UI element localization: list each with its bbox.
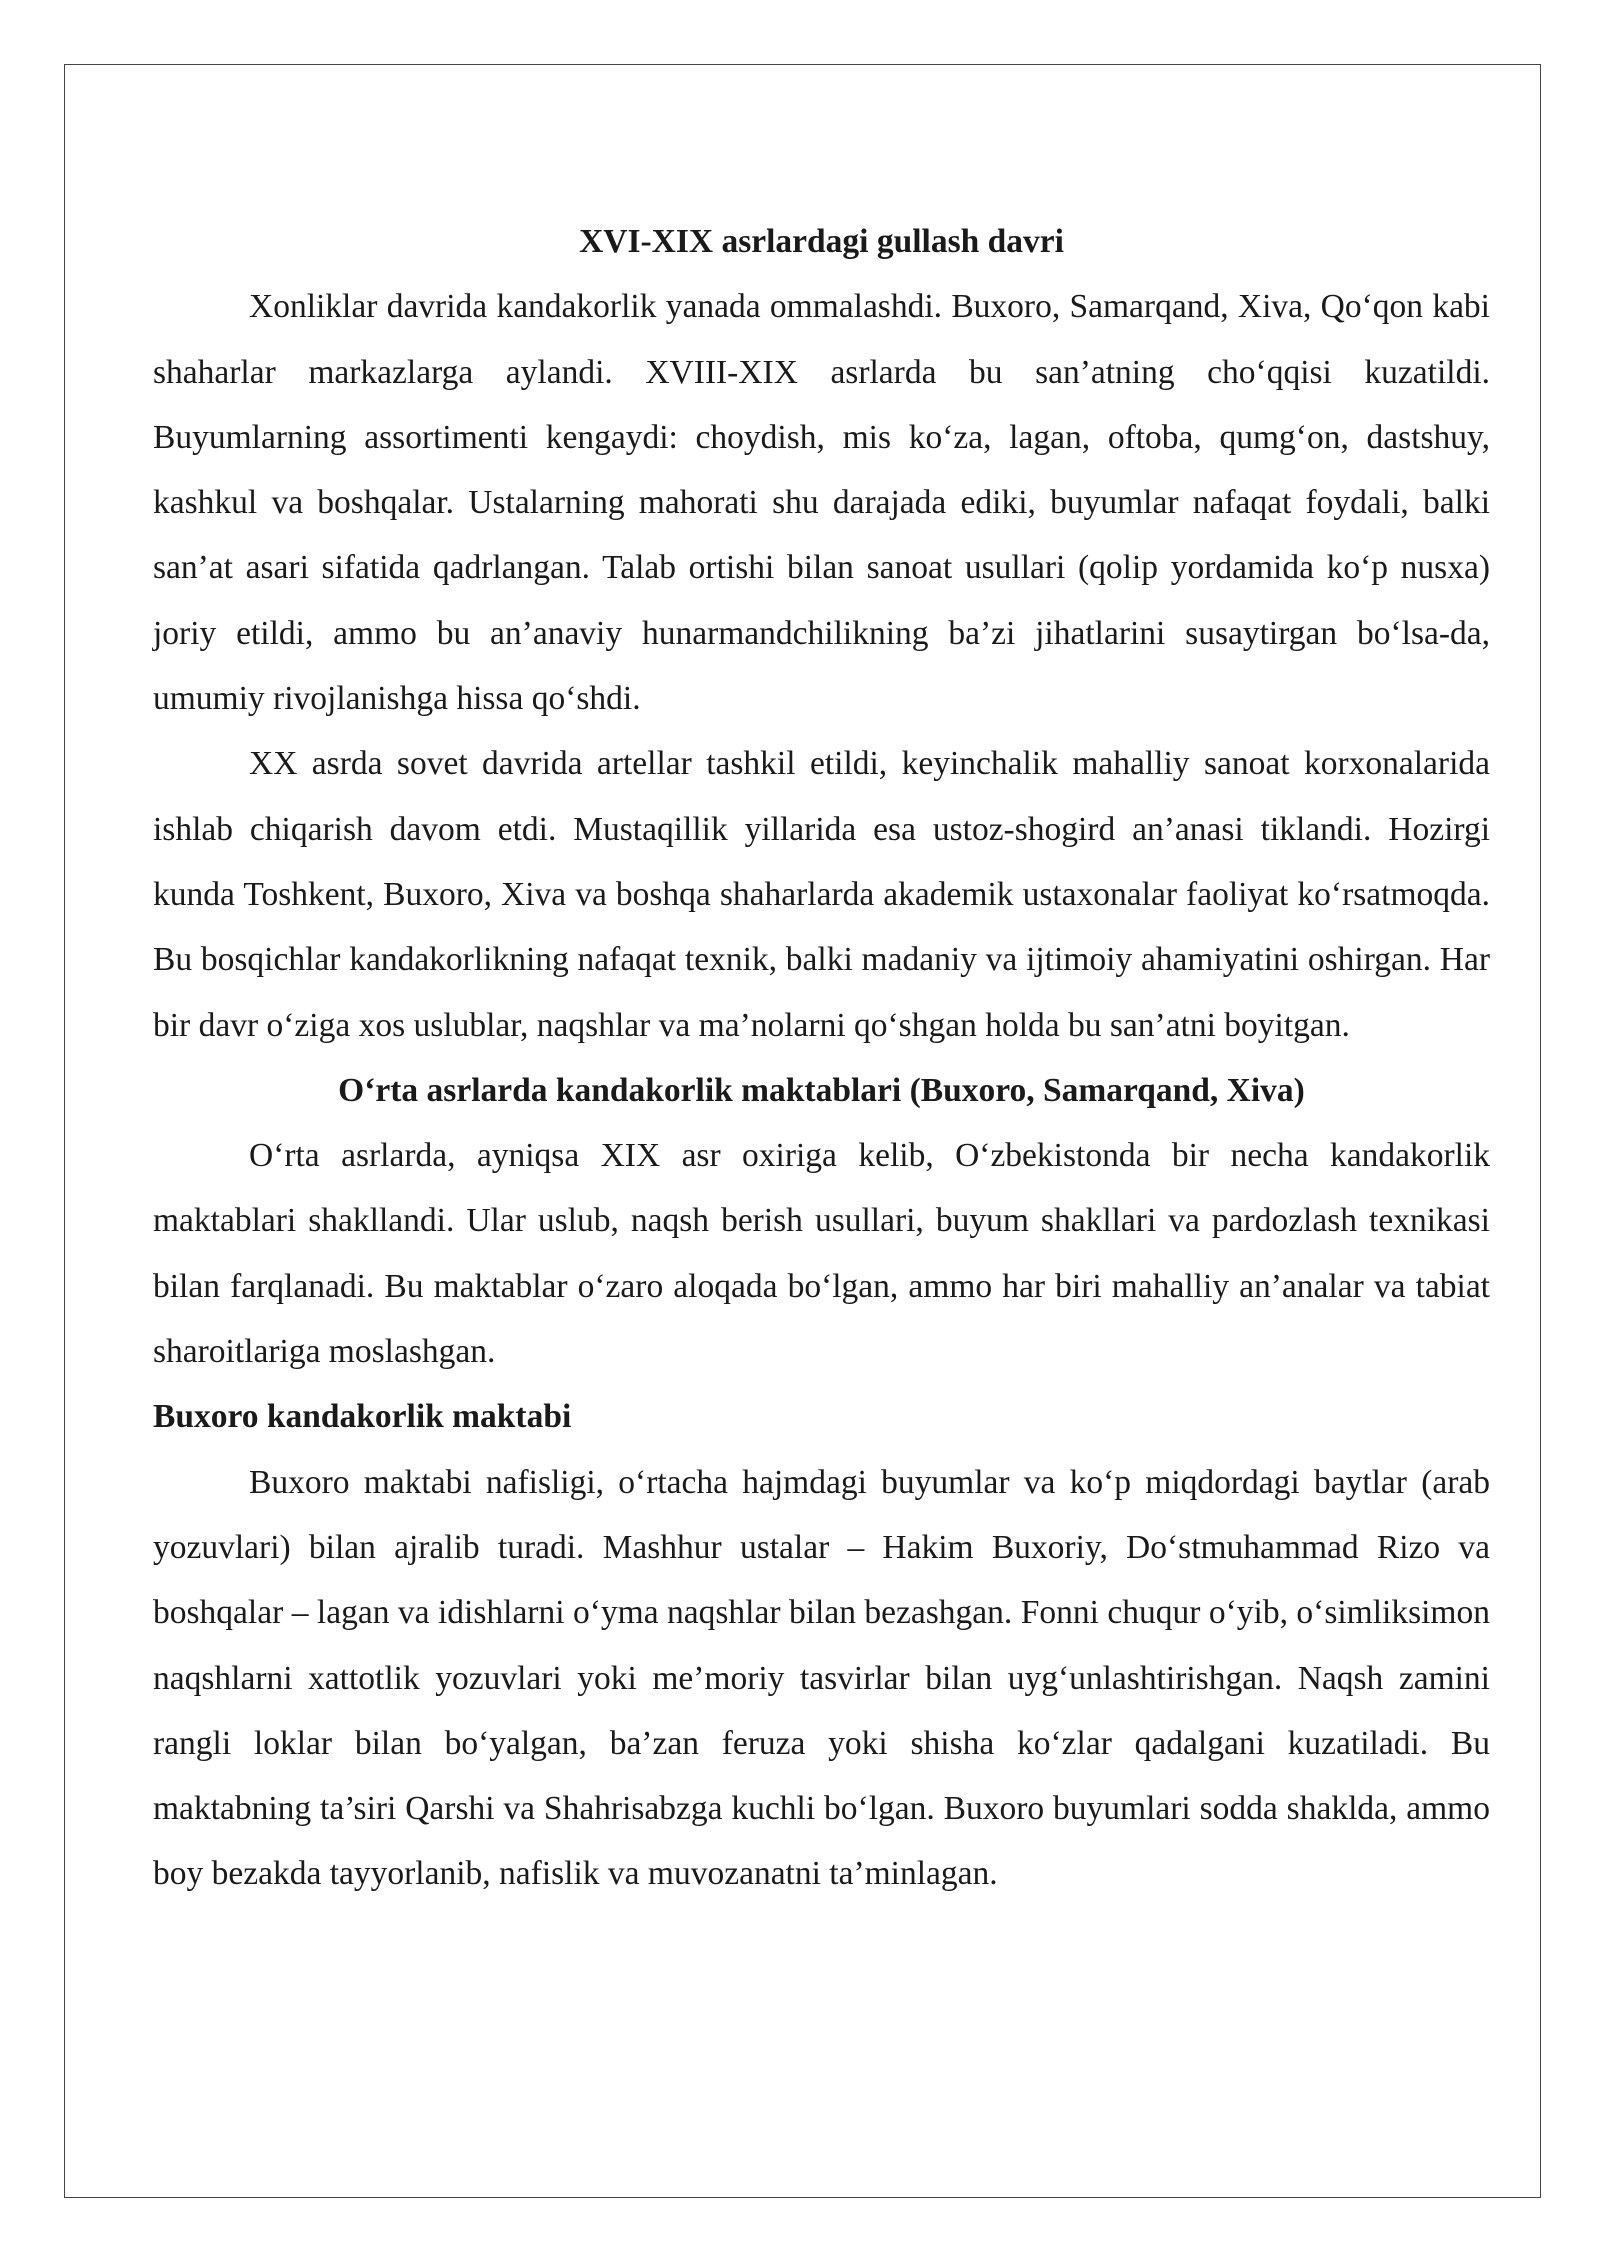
paragraph: XX asrda sovet davrida artellar tashkil etildi, keyinchalik mahalliy sanoat korxonalarida ishlab chiqarish davom etdi. Mustaqillik yillarida esa ustoz-shogird an’anasi tiklandi. Hozirgi kunda Toshkent, Buxoro, Xiva va boshqa shaharlarda akademik ustaxonalar faoliyat ko‘rsatmoqda. Bu bosqichlar kandakorlikning nafaqat texnik, balki madaniy va ijtimoiy ahamiyatini oshirgan. Har bir davr o‘ziga xos uslublar, naqshlar va ma’nolarni qo‘shgan holda bu san’atni boyitgan.: [153, 745, 1490, 1044]
section-heading-maktablar: O‘rta asrlarda kandakorlik maktablari (Buxoro, Samarqand, Xiva): [338, 1071, 1305, 1109]
paragraph: Buxoro maktabi nafisligi, o‘rtacha hajmdagi buyumlar va ko‘p miqdordagi baytlar (arab yozuvlari) bilan ajralib turadi. Mashhur ustalar – Hakim Buxoriy, Do‘stmuhammad Rizo va boshqalar – lagan va idishlarni o‘yma naqshlar bilan bezashgan. Fonni chuqur o‘yib, o‘simliksimon naqshlarni xattotlik yozuvlari yoki me’moriy tasvirlar bilan uyg‘unlashtirishgan. Naqsh zamini rangli loklar bilan bo‘yalgan, ba’zan feruza yoki shisha ko‘zlar qadalgani kuzatiladi. Bu maktabning ta’siri Qarshi va Shahrisabzga kuchli bo‘lgan. Buxoro buyumlari sodda shaklda, ammo boy bezakda tayyorlanib, nafislik va muvozanatni ta’minlagan.: [153, 1463, 1490, 1893]
paragraph: Xonliklar davrida kandakorlik yanada ommalashdi. Buxoro, Samarqand, Xiva, Qo‘qon kabi shaharlar markazlarga aylandi. XVIII-XIX asrlarda bu san’atning cho‘qqisi kuzatildi. Buyumlarning assortimenti kengaydi: choydish, mis ko‘za, lagan, oftoba, qumg‘on, dastshuy, kashkul va boshqalar. Ustalarning mahorati shu darajada ediki, buyumlar nafaqat foydali, balki san’at asari sifatida qadrlangan. Talab ortishi bilan sanoat usullari (qolip yordamida ko‘p nusxa) joriy etildi, ammo bu an’anaviy hunarmandchilikning ba’zi jihatlarini susaytirgan bo‘lsa-da, umumiy rivojlanishga hissa qo‘shdi.: [153, 288, 1490, 718]
paragraph: O‘rta asrlarda, ayniqsa XIX asr oxiriga kelib, O‘zbekistonda bir necha kandakorlik maktablari shakllandi. Ular uslub, naqsh berish usullari, buyum shakllari va pardozlash texnikasi bilan farqlanadi. Bu maktablar o‘zaro aloqada bo‘lgan, ammo har biri mahalliy an’analar va tabiat sharoitlariga moslashgan.: [153, 1137, 1490, 1371]
section-heading-buxoro: Buxoro kandakorlik maktabi: [153, 1398, 572, 1436]
document-body: [153, 209, 1490, 1907]
section-heading-gullash-davri: XVI-XIX asrlardagi gullash davri: [579, 223, 1064, 260]
